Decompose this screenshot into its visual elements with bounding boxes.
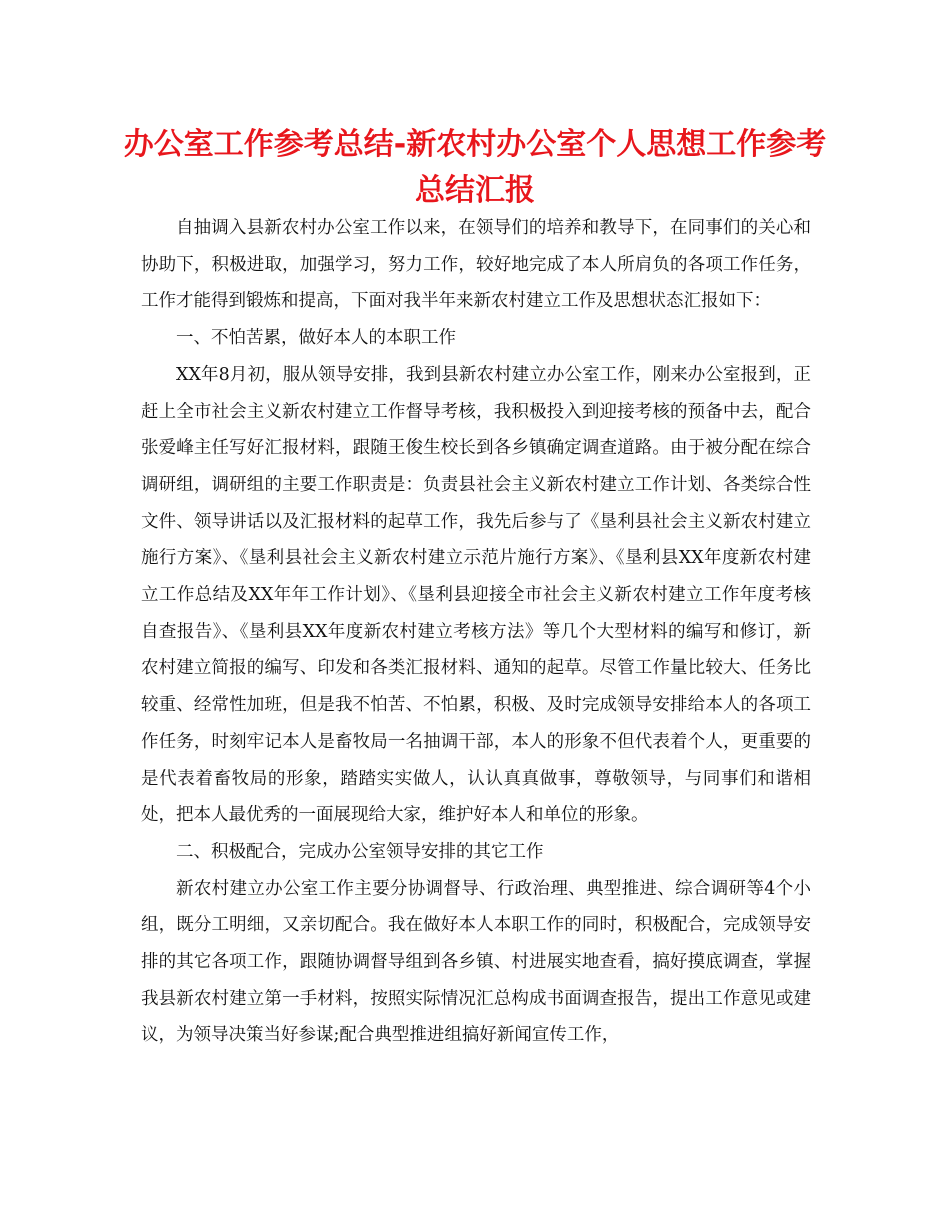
intro-paragraph: 自抽调入县新农村办公室工作以来，在领导们的培养和教导下，在同事们的关心和协助下，积极进取，加强学习，努力工作，较好地完成了本人所肩负的各项工作任务，工作才能得到锻炼和提高，下面对我半年来新农村建立工作及思想状态汇报如下： xyxy=(141,218,811,312)
section-heading-2: 二、积极配合，完成办公室领导安排的其它工作 xyxy=(176,841,544,862)
document-title: 办公室工作参考总结-新农村办公室个人思想工作参考总结汇报 xyxy=(123,127,827,208)
section-1-paragraph: XX年8月初，服从领导安排，我到县新农村建立办公室工作，刚来办公室报到，正赶上全市社会主义新农村建立工作督导考核，我积极投入到迎接考核的预备中去，配合张爱峰主任写好汇报材料，跟随王俊生校长到各乡镇确定调查道路。由于被分配在综合调研组，调研组的主要工作职责是：负责县社会主义新农村建立工作计划、各类综合性文件、领导讲话以及汇报材料的起草工作，我先后参与了《垦利县社会主义新农村建立施行方案》、《垦利县社会主义新农村建立示范片施行方案》、《垦利县XX年度新农村建立工作总结及XX年年工作计划》、《垦利县迎接全市社会主义新农村建立工作年度考核自查报告》、《垦利县XX年度新农村建立考核方法》等几个大型材料的编写和修订，新农村建立简报的编写、印发和各类汇报材料、通知的起草。尽管工作量比较大、任务比较重、经常性加班，但是我不怕苦、不怕累，积极、及时完成领导安排给本人的各项工作任务，时刻牢记本人是畜牧局一名抽调干部，本人的形象不但代表着个人，更重要的是代表着畜牧局的形象，踏踏实实做人，认认真真做事，尊敬领导，与同事们和谐相处，把本人最优秀的一面展现给大家，维护好本人和单位的形象。 xyxy=(141,364,811,826)
section-2-paragraph: 新农村建立办公室工作主要分协调督导、行政治理、典型推进、综合调研等4个小组，既分工明细，又亲切配合。我在做好本人本职工作的同时，积极配合，完成领导安排的其它各项工作，跟随协调督导组到各乡镇、村进展实地查看，搞好摸底调查，掌握我县新农村建立第一手材料，按照实际情况汇总构成书面调查报告，提出工作意见或建议，为领导决策当好参谋;配合典型推进组搞好新闻宣传工作， xyxy=(141,878,811,1046)
section-heading-1: 一、不怕苦累，做好本人的本职工作 xyxy=(176,328,456,349)
document-body xyxy=(141,210,811,1054)
